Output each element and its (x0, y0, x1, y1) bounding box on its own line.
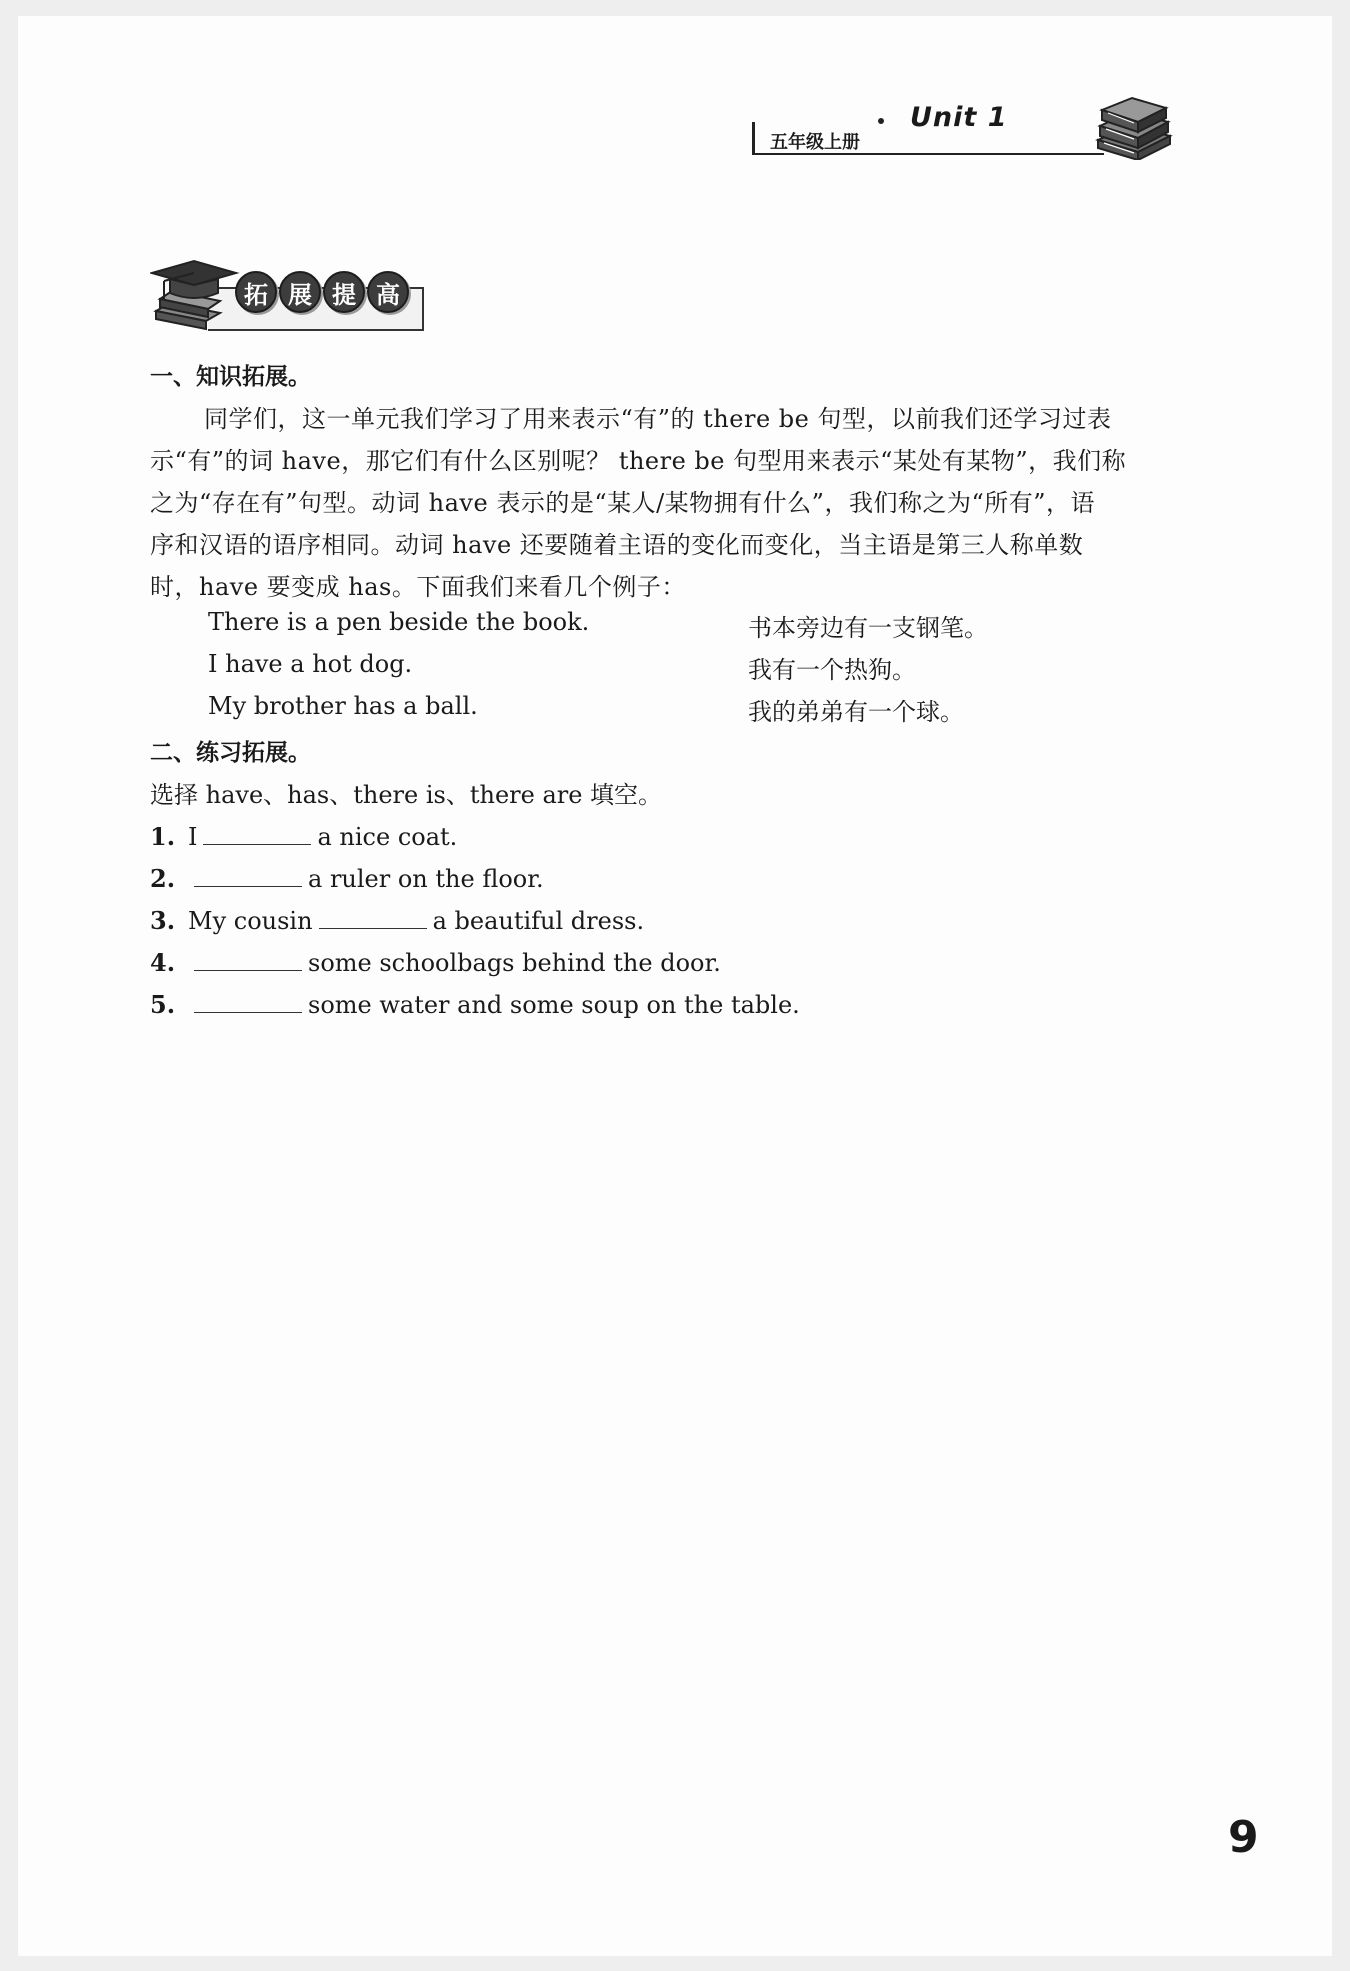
question-number: 1. (150, 822, 176, 851)
section1-heading: 一、知识拓展。 (150, 364, 311, 390)
question-text: a beautiful dress. (432, 907, 645, 935)
section1-paragraph (150, 398, 1180, 608)
section-banner (150, 255, 430, 337)
answer-blank[interactable] (319, 900, 427, 929)
unit-title: Unit 1 (910, 102, 1008, 133)
banner-title (235, 271, 409, 313)
example-chinese: 我的弟弟有一个球。 (748, 698, 964, 726)
question-row (150, 900, 644, 942)
section2-heading: 二、练习拓展。 (150, 740, 311, 766)
header-dot (878, 118, 884, 124)
example-english: My brother has a ball. (208, 692, 478, 720)
question-text: a ruler on the floor. (308, 865, 544, 893)
question-number: 3. (150, 906, 176, 935)
answer-blank[interactable] (194, 984, 302, 1013)
example-english: There is a pen beside the book. (208, 608, 590, 636)
question-lead: I (188, 823, 198, 851)
example-chinese: 我有一个热狗。 (748, 656, 916, 684)
example-chinese: 书本旁边有一支钢笔。 (748, 614, 988, 642)
question-number: 2. (150, 864, 176, 893)
question-row (150, 984, 800, 1026)
banner-char: 高 (367, 271, 409, 313)
question-number: 5. (150, 990, 176, 1019)
example-english: I have a hot dog. (208, 650, 413, 678)
paragraph-line: 示“有”的词 have，那它们有什么区别呢？ there be 句型用来表示“某处有某物”，我们称 (150, 447, 1127, 475)
paragraph-line: 之为“存在有”句型。动词 have 表示的是“某人/某物拥有什么”，我们称之为“所有”，语 (150, 489, 1095, 517)
banner-char: 拓 (235, 271, 277, 313)
question-row (150, 816, 457, 858)
page-header (752, 96, 1192, 176)
question-row (150, 858, 544, 900)
page-number: 9 (1228, 1812, 1259, 1863)
paragraph-line: 时，have 要变成 has。下面我们来看几个例子： (150, 573, 686, 601)
question-text: a nice coat. (317, 823, 458, 851)
banner-char: 提 (323, 271, 365, 313)
question-text: some schoolbags behind the door. (308, 949, 721, 977)
banner-char: 展 (279, 271, 321, 313)
answer-blank[interactable] (203, 816, 311, 845)
section2-instruction: 选择 have、has、there is、there are 填空。 (150, 781, 663, 809)
question-text: some water and some soup on the table. (308, 991, 800, 1019)
grade-label: 五年级上册 (770, 132, 860, 153)
question-number: 4. (150, 948, 176, 977)
books-stack-icon (1090, 90, 1176, 160)
answer-blank[interactable] (194, 942, 302, 971)
header-rule-left (752, 122, 755, 154)
paragraph-line: 同学们，这一单元我们学习了用来表示“有”的 there be 句型，以前我们还学习过表 (204, 405, 1112, 433)
answer-blank[interactable] (194, 858, 302, 887)
graduation-cap-icon (150, 255, 240, 337)
question-lead: My cousin (188, 907, 313, 935)
paragraph-line: 序和汉语的语序相同。动词 have 还要随着主语的变化而变化，当主语是第三人称单数 (150, 531, 1084, 559)
question-row (150, 942, 721, 984)
